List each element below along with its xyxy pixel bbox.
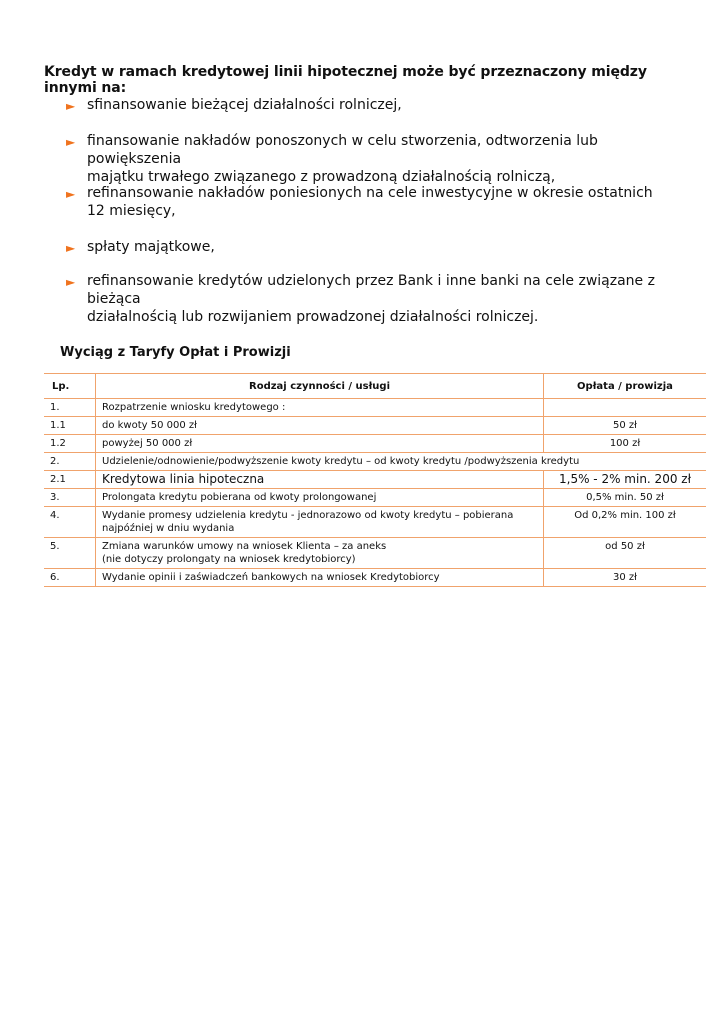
cell-service	[96, 507, 544, 538]
table-row	[44, 538, 706, 569]
cell-service-line: Wydanie promesy udzielenia kredytu - jednorazowo od kwoty kredytu – pobierana	[102, 510, 514, 521]
triangle-right-icon: ►	[66, 241, 76, 255]
header-service: Rodzaj czynności / usługi	[96, 374, 544, 399]
list-item	[66, 184, 696, 220]
triangle-right-icon: ►	[66, 187, 76, 201]
list-item	[66, 272, 696, 326]
list-item-text: spłaty majątkowe,	[87, 239, 215, 255]
list-item	[66, 238, 696, 256]
fee-table	[44, 373, 706, 587]
table-header-row	[44, 374, 706, 399]
cell-fee: 1,5% - 2% min. 200 zł	[544, 471, 707, 489]
cell-lp: 6.	[44, 569, 96, 587]
cell-lp: 2.1	[44, 471, 96, 489]
cell-service: Udzielenie/odnowienie/podwyższenie kwoty kredytu – od kwoty kredytu /podwyższenia kredytu	[96, 453, 707, 471]
tariff-title: Wyciąg z Taryfy Opłat i Prowizji	[60, 345, 291, 360]
table-row	[44, 417, 706, 435]
list-item-text-continuation: majątku trwałego związanego z prowadzoną działalnością rolniczą,	[87, 169, 556, 185]
cell-fee: 30 zł	[544, 569, 707, 587]
cell-lp: 5.	[44, 538, 96, 569]
cell-lp: 1.	[44, 399, 96, 417]
table-row	[44, 399, 706, 417]
cell-service-line: Zmiana warunków umowy na wniosek Klienta – za aneks	[102, 541, 387, 552]
cell-fee: Od 0,2% min. 100 zł	[544, 507, 707, 538]
triangle-right-icon: ►	[66, 99, 76, 113]
list-item-text: finansowanie nakładów ponoszonych w celu stworzenia, odtworzenia lub powiększenia	[87, 133, 598, 167]
list-item-text: sfinansowanie bieżącej działalności rolniczej,	[87, 97, 402, 113]
cell-fee: 100 zł	[544, 435, 707, 453]
cell-lp: 1.2	[44, 435, 96, 453]
cell-fee: od 50 zł	[544, 538, 707, 569]
cell-lp: 4.	[44, 507, 96, 538]
cell-service-line: najpóźniej w dniu wydania	[102, 523, 235, 534]
list-item	[66, 96, 696, 114]
cell-service-line: (nie dotyczy prolongaty na wniosek kredytobiorcy)	[102, 554, 356, 565]
cell-service: Rozpatrzenie wniosku kredytowego :	[96, 399, 544, 417]
cell-fee: 0,5% min. 50 zł	[544, 489, 707, 507]
cell-fee	[544, 399, 707, 417]
cell-lp: 3.	[44, 489, 96, 507]
header-lp: Lp.	[44, 374, 96, 399]
table-row	[44, 435, 706, 453]
page-heading: Kredyt w ramach kredytowej linii hipotecznej może być przeznaczony między innymi na:	[44, 64, 647, 96]
cell-lp: 1.1	[44, 417, 96, 435]
header-fee: Opłata / prowizja	[544, 374, 707, 399]
table-row	[44, 569, 706, 587]
table-row	[44, 507, 706, 538]
triangle-right-icon: ►	[66, 135, 76, 149]
list-item	[66, 132, 696, 186]
cell-service: Wydanie opinii i zaświadczeń bankowych na wniosek Kredytobiorcy	[96, 569, 544, 587]
cell-fee: 50 zł	[544, 417, 707, 435]
cell-lp: 2.	[44, 453, 96, 471]
cell-service: powyżej 50 000 zł	[96, 435, 544, 453]
table-row	[44, 453, 706, 471]
list-item-text-continuation: działalnością lub rozwijaniem prowadzonej działalności rolniczej.	[87, 309, 539, 325]
cell-service: do kwoty 50 000 zł	[96, 417, 544, 435]
triangle-right-icon: ►	[66, 275, 76, 289]
table-row	[44, 489, 706, 507]
list-item-text-continuation: 12 miesięcy,	[87, 203, 176, 219]
list-item-text: refinansowanie kredytów udzielonych przez Bank i inne banki na cele związane z bieżąca	[87, 273, 655, 307]
cell-service: Kredytowa linia hipoteczna	[96, 471, 544, 489]
list-item-text: refinansowanie nakładów poniesionych na cele inwestycyjne w okresie ostatnich	[87, 185, 653, 201]
cell-service: Prolongata kredytu pobierana od kwoty prolongowanej	[96, 489, 544, 507]
table-row	[44, 471, 706, 489]
cell-service	[96, 538, 544, 569]
